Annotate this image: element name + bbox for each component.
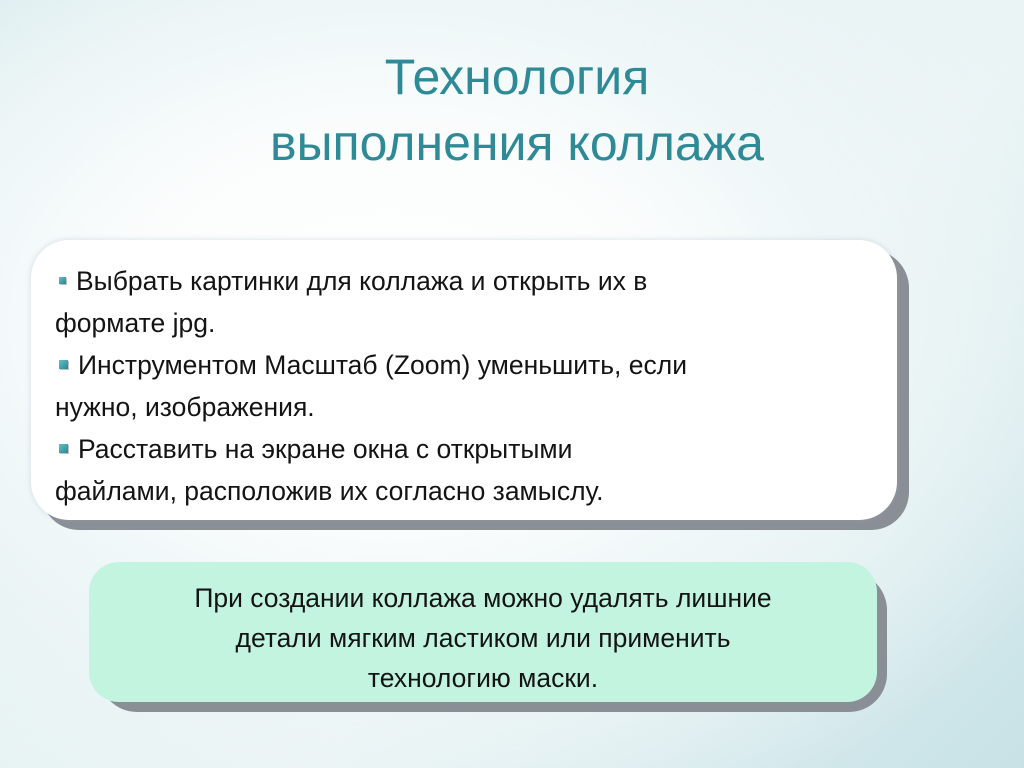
note-line-2: детали мягким ластиком или применить (235, 623, 731, 653)
bullet-2-line-2: нужно, изображения. (55, 392, 315, 422)
bullet-3-line-2: файлами, расположив их согласно замыслу. (55, 476, 604, 506)
bullet-2-line-1: Инструментом Масштаб (Zoom) уменьшить, если (78, 350, 688, 380)
bullet-item-3 (55, 428, 873, 512)
note-line-1: При создании коллажа можно удалять лишние (194, 583, 772, 613)
note-line-3: технологию маски. (367, 663, 599, 693)
slide-title-line-2: выполнения коллажа (270, 115, 764, 171)
bullet-3-line-1: Расставить на экране окна с открытыми (78, 434, 573, 464)
note-box (89, 562, 877, 702)
bullets-box (31, 240, 897, 520)
slide-title (0, 44, 1024, 176)
bullet-1-line-2: формате jpg. (55, 308, 216, 338)
bullet-item-2 (55, 344, 873, 428)
slide-title-line-1: Технология (384, 49, 650, 105)
square-bullet-icon (59, 360, 68, 369)
square-bullet-icon (59, 444, 68, 453)
square-bullet-icon (59, 277, 66, 284)
bullet-item-1 (55, 260, 873, 344)
bullet-1-line-1: Выбрать картинки для коллажа и открыть их в (76, 266, 648, 296)
